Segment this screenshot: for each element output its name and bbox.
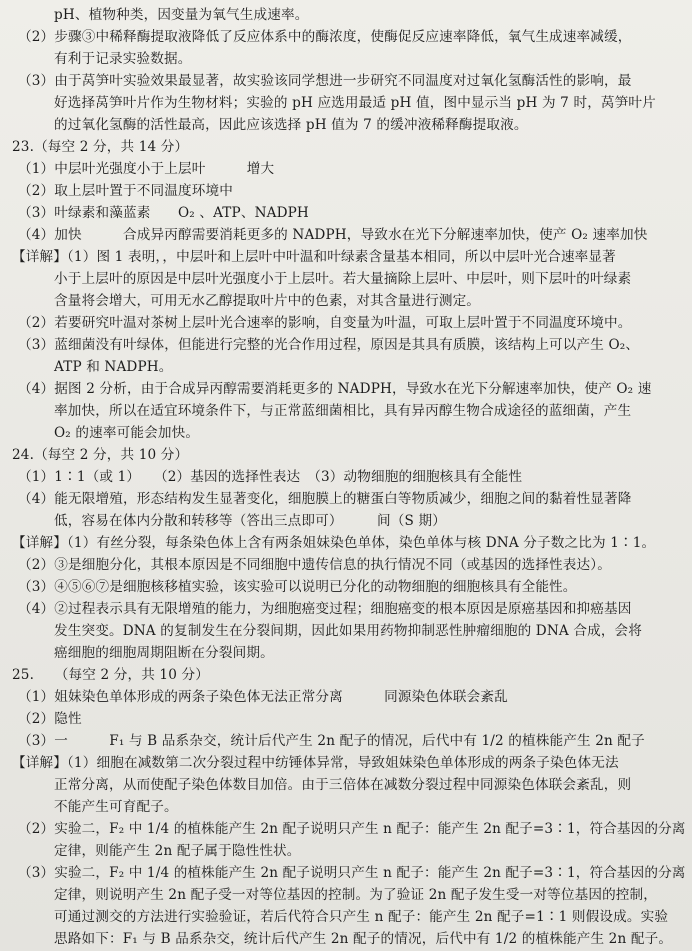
answer-line: （2）取上层叶置于不同温度环境中 bbox=[18, 183, 233, 199]
text-line: 定律，则能产生 2n 配子属于隐性性状。 bbox=[54, 843, 301, 859]
answer-line: （4）能无限增殖，形态结构发生显著变化，细胞膜上的糖蛋白等物质减少，细胞之间的黏着性显著降 bbox=[18, 491, 632, 507]
text-line: 的过氧化氢酶的活性最高，因此应该选择 pH 值为 7 的缓冲液稀释酶提取液。 bbox=[54, 117, 528, 133]
detail-line: 【详解】（1）图 1 表明，，中层叶和上层叶中叶温和叶绿素含量基本相同，所以中层叶光合速率显著 bbox=[12, 249, 616, 265]
text-line: （3）蓝细菌没有叶绿体，但能进行完整的光合作用过程，原因是其具有质膜，该结构上可以产生 O₂、 bbox=[18, 337, 640, 353]
text-line: 率加快，所以在适宜环境条件下，与正常蓝细菌相比，具有异丙醇生物合成途径的蓝细菌，产生 bbox=[54, 403, 632, 419]
answer-line: （1）中层叶光强度小于上层叶 增大 bbox=[18, 161, 275, 177]
text-line: （3）由于莴笋叶实验效果最显著，故实验该同学想进一步研究不同温度对过氧化氢酶活性的影响，最 bbox=[18, 73, 632, 89]
text-line: O₂ 的速率可能会加快。 bbox=[54, 425, 200, 441]
text-line: 可通过测交的方法进行实验验证，若后代符合只产生 n 配子：能产生 2n 配子=1∶1 则假设成。实验 bbox=[54, 909, 669, 925]
answer-line: （4）加快 合成异丙醇需要消耗更多的 NADPH，导致水在光下分解速率加快，使产 O₂ 速率加快 bbox=[18, 227, 648, 243]
text-line: 有利于记录实验数据。 bbox=[54, 51, 192, 67]
answer-line: （1）1∶1（或 1） （2）基因的选择性表达 （3）动物细胞的细胞核具有全能性 bbox=[18, 469, 523, 485]
text-line: 不能产生可育配子。 bbox=[54, 799, 178, 815]
answer-line: （2）隐性 bbox=[18, 711, 82, 727]
detail-line: 【详解】（1）有丝分裂，每条染色体上含有两条姐妹染色单体，染色单体与核 DNA 分子数之比为 1∶1。 bbox=[12, 535, 656, 551]
text-line: ATP 和 NADPH。 bbox=[54, 359, 173, 375]
text-line: （3）实验二，F₂ 中 1/4 的植株能产生 2n 配子说明只产生 n 配子：能产生 2n 配子=3∶1，符合基因的分离 bbox=[18, 865, 686, 881]
section-heading: 25. （每空 2 分，共 10 分） bbox=[12, 667, 209, 683]
text-line: 小于上层叶的原因是中层叶光强度小于上层叶。若大量摘除上层叶、中层叶，则下层叶的叶绿素 bbox=[54, 271, 632, 287]
text-line: pH、植物种类，因变量为氧气生成速率。 bbox=[54, 7, 309, 23]
detail-line: 【详解】（1）细胞在减数第二次分裂过程中纺锤体异常，导致姐妹染色单体形成的两条子染色体无法 bbox=[12, 755, 619, 771]
text-line: 含量将会增大，可用无水乙醇提取叶片中的色素，对其含量进行测定。 bbox=[54, 293, 481, 309]
text-line: （2）若要研究叶温对茶树上层叶光合速率的影响，自变量为叶温，可取上层叶置于不同温度环境中。 bbox=[18, 315, 632, 331]
text-line: 低，容易在体内分散和转移等（答出三点即可） 间（S 期） bbox=[54, 513, 446, 529]
text-line: 正常分离，从而使配子染色体数目加倍。由于三倍体在减数分裂过程中同源染色体联会紊乱，则 bbox=[54, 777, 632, 793]
answer-line: （3）叶绿素和藻蓝素 O₂ 、ATP、NADPH bbox=[18, 205, 309, 221]
section-heading: 24.（每空 2 分，共 10 分） bbox=[12, 447, 189, 463]
text-line: 发生突变。DNA 的复制发生在分裂间期，因此如果用药物抑制恶性肿瘤细胞的 DNA 合成，会将 bbox=[54, 623, 643, 639]
text-line: （2）步骤③中稀释酶提取液降低了反应体系中的酶浓度，使酶促反应速率降低，氧气生成速率减缓， bbox=[18, 29, 632, 45]
text-line: （3）④⑤⑥⑦是细胞核移植实验，该实验可以说明已分化的动物细胞的细胞核具有全能性。 bbox=[18, 579, 577, 595]
section-heading: 23.（每空 2 分，共 14 分） bbox=[12, 139, 189, 155]
text-line: 好选择莴笋叶片作为生物材料；实验的 pH 应选用最适 pH 值，图中显示当 pH 为 7 时，莴笋叶片 bbox=[54, 95, 656, 111]
text-line: 定律，则说明产生 2n 配子受一对等位基因的控制。为了验证 2n 配子发生受一对等位基因的控制， bbox=[54, 887, 658, 903]
text-line: 思路如下：F₁ 与 B 品系杂交，统计后代产生 2n 配子的情况，后代中有 1/2 的植株能产生 2n 配子。 bbox=[54, 931, 673, 947]
text-line: 癌细胞的细胞周期阻断在分裂间期。 bbox=[54, 645, 274, 661]
text-line: （4）据图 2 分析，由于合成异丙醇需要消耗更多的 NADPH，导致水在光下分解速率加快，使产 O₂ 速 bbox=[18, 381, 652, 397]
text-line: （2）实验二，F₂ 中 1/4 的植株能产生 2n 配子说明只产生 n 配子：能产生 2n 配子=3∶1，符合基因的分离 bbox=[18, 821, 686, 837]
answer-line: （1）姐妹染色单体形成的两条子染色体无法正常分离 同源染色体联会紊乱 bbox=[18, 689, 508, 705]
answer-line: （3）一 F₁ 与 B 品系杂交，统计后代产生 2n 配子的情况，后代中有 1/2 的植株能产生 2n 配子 bbox=[18, 733, 645, 749]
text-line: （2）③是细胞分化，其根本原因是不同细胞中遗传信息的执行情况不同（或基因的选择性表达）。 bbox=[18, 557, 611, 573]
text-line: （4）②过程表示具有无限增殖的能力，为细胞癌变过程；细胞癌变的根本原因是原癌基因和抑癌基因 bbox=[18, 601, 632, 617]
